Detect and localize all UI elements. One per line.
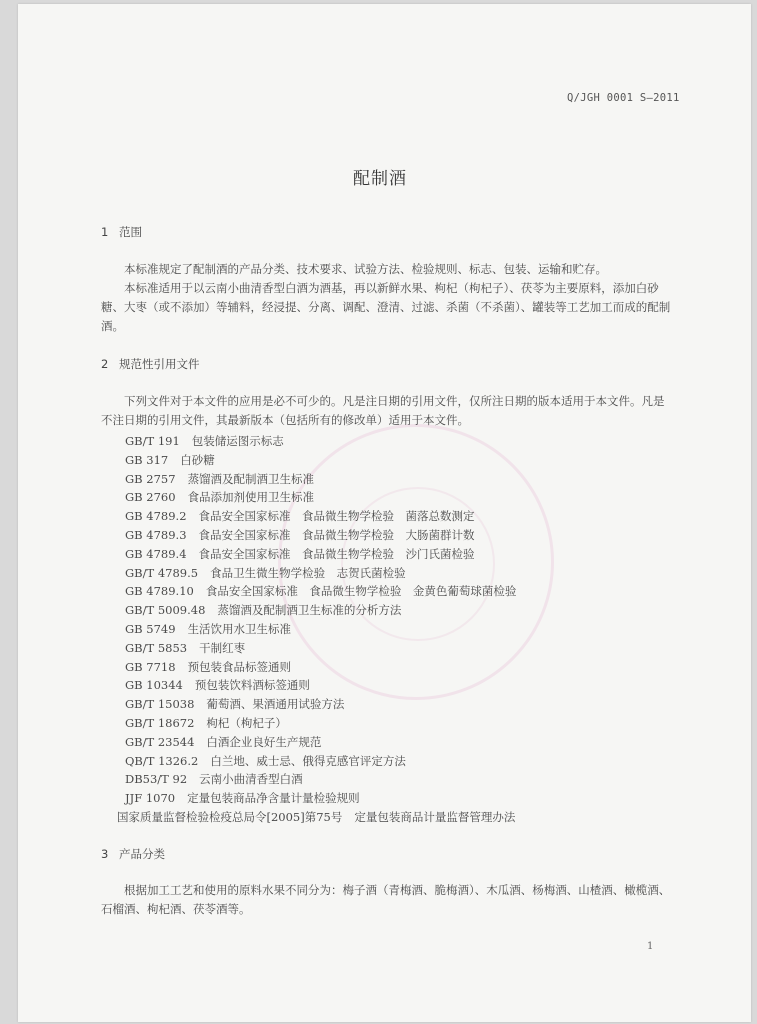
reference-title: 定量包装商品计量监督管理办法 (354, 809, 516, 824)
reference-title: 白兰地、威士忌、俄得克感官评定方法 (210, 753, 406, 768)
reference-code: GB/T 5853 (125, 640, 188, 655)
reference-code: QB/T 1326.2 (125, 753, 199, 768)
section-number: 3 (101, 847, 109, 861)
section-1-paragraph-1 (101, 260, 673, 279)
reference-item (125, 695, 685, 714)
reference-code: 国家质量监督检验检疫总局令[2005]第75号 (117, 809, 343, 824)
section-title: 产品分类 (119, 847, 165, 861)
document-title: 配制酒 (353, 169, 407, 189)
section-2-heading (101, 356, 200, 372)
reference-code: GB/T 15038 (125, 697, 195, 712)
paragraph-text: 下列文件对于本文件的应用是必不可少的。凡是注日期的引用文件，仅所注日期的版本适用于本文件。凡是不注日期的引用文件，其最新版本（包括所有的修改单）适用于本文件。 (101, 394, 665, 427)
reference-title: 食品添加剂使用卫生标准 (187, 490, 315, 505)
section-title: 规范性引用文件 (119, 357, 200, 371)
reference-item (125, 526, 685, 545)
reference-item (125, 752, 685, 771)
reference-code: JJF 1070 (125, 791, 176, 806)
reference-title: 食品安全国家标准 食品微生物学检验 沙门氏菌检验 (198, 546, 475, 561)
reference-code: GB/T 5009.48 (125, 603, 206, 618)
reference-code: GB/T 4789.5 (125, 565, 199, 580)
reference-item (125, 714, 685, 733)
section-number: 2 (101, 357, 109, 371)
reference-item (125, 545, 685, 564)
section-number: 1 (101, 225, 109, 239)
reference-code: GB 2757 (125, 471, 176, 486)
reference-title: 白砂糖 (180, 452, 215, 467)
section-1-paragraph-2 (101, 279, 673, 336)
section-3-heading (101, 846, 165, 862)
reference-title: 食品卫生微生物学检验 志贺氏菌检验 (210, 565, 406, 580)
reference-title: 食品安全国家标准 食品微生物学检验 菌落总数测定 (198, 509, 475, 524)
reference-code: GB/T 18672 (125, 715, 195, 730)
reference-title: 枸杞（枸杞子） (206, 715, 287, 730)
reference-item (125, 789, 685, 808)
reference-title: 食品安全国家标准 食品微生物学检验 金黄色葡萄球菌检验 (205, 584, 517, 599)
section-3-paragraph-1 (101, 881, 673, 919)
reference-code: GB 317 (125, 452, 169, 467)
reference-code: GB 4789.10 (125, 584, 194, 599)
reference-code: GB 7718 (125, 659, 176, 674)
reference-item (117, 808, 685, 827)
page-number: 1 (647, 941, 654, 952)
reference-title: 预包装食品标签通则 (187, 659, 292, 674)
reference-item (125, 770, 685, 789)
document-code: Q/JGH 0001 S—2011 (567, 92, 680, 104)
reference-title: 生活饮用水卫生标准 (187, 621, 292, 636)
reference-item (125, 733, 685, 752)
reference-item (125, 432, 685, 451)
reference-title: 葡萄酒、果酒通用试验方法 (206, 697, 345, 712)
reference-item (125, 582, 685, 601)
reference-item (125, 507, 685, 526)
reference-title: 云南小曲清香型白酒 (199, 772, 303, 787)
section-title: 范围 (119, 225, 142, 239)
paragraph-text: 本标准适用于以云南小曲清香型白酒为酒基，再以新鲜水果、枸杞（枸杞子）、茯苓为主要原料，添加白砂糖、大枣（或不添加）等辅料，经浸提、分离、调配、澄清、过滤、杀菌（不杀菌）、罐装等工艺加工而成的配制酒。 (101, 281, 671, 333)
reference-item (125, 601, 685, 620)
section-1-heading (101, 224, 142, 240)
normative-references-list (117, 432, 685, 827)
reference-code: GB 5749 (125, 621, 176, 636)
reference-item (125, 676, 685, 695)
reference-code: GB 4789.2 (125, 509, 187, 524)
reference-item (125, 658, 685, 677)
reference-title: 食品安全国家标准 食品微生物学检验 大肠菌群计数 (198, 527, 475, 542)
reference-title: 白酒企业良好生产规范 (206, 734, 322, 749)
reference-title: 定量包装商品净含量计量检验规则 (187, 791, 360, 806)
paragraph-text: 本标准规定了配制酒的产品分类、技术要求、试验方法、检验规则、标志、包装、运输和贮存。 (124, 262, 607, 276)
reference-title: 包装储运图示标志 (191, 434, 284, 448)
reference-code: GB 4789.3 (125, 527, 187, 542)
reference-item (125, 488, 685, 507)
reference-code: GB 2760 (125, 490, 176, 505)
section-2-paragraph-1 (101, 392, 673, 430)
paragraph-text: 根据加工工艺和使用的原料水果不同分为：梅子酒（青梅酒、脆梅酒）、木瓜酒、杨梅酒、山楂酒、橄榄酒、石榴酒、枸杞酒、茯苓酒等。 (101, 883, 671, 916)
reference-item (125, 639, 685, 658)
reference-code: GB 10344 (125, 678, 183, 693)
reference-code: GB/T 191 (125, 434, 180, 448)
reference-code: DB53/T 92 (125, 772, 188, 787)
reference-item (125, 620, 685, 639)
reference-code: GB/T 23544 (125, 734, 195, 749)
reference-item (125, 470, 685, 489)
document-page (18, 4, 751, 1022)
reference-item (125, 451, 685, 470)
reference-title: 蒸馏酒及配制酒卫生标准 (187, 471, 315, 486)
reference-title: 预包装饮料酒标签通则 (194, 678, 310, 693)
reference-title: 蒸馏酒及配制酒卫生标准的分析方法 (217, 603, 402, 618)
reference-code: GB 4789.4 (125, 546, 187, 561)
reference-item (125, 564, 685, 583)
reference-title: 干制红枣 (199, 640, 246, 655)
